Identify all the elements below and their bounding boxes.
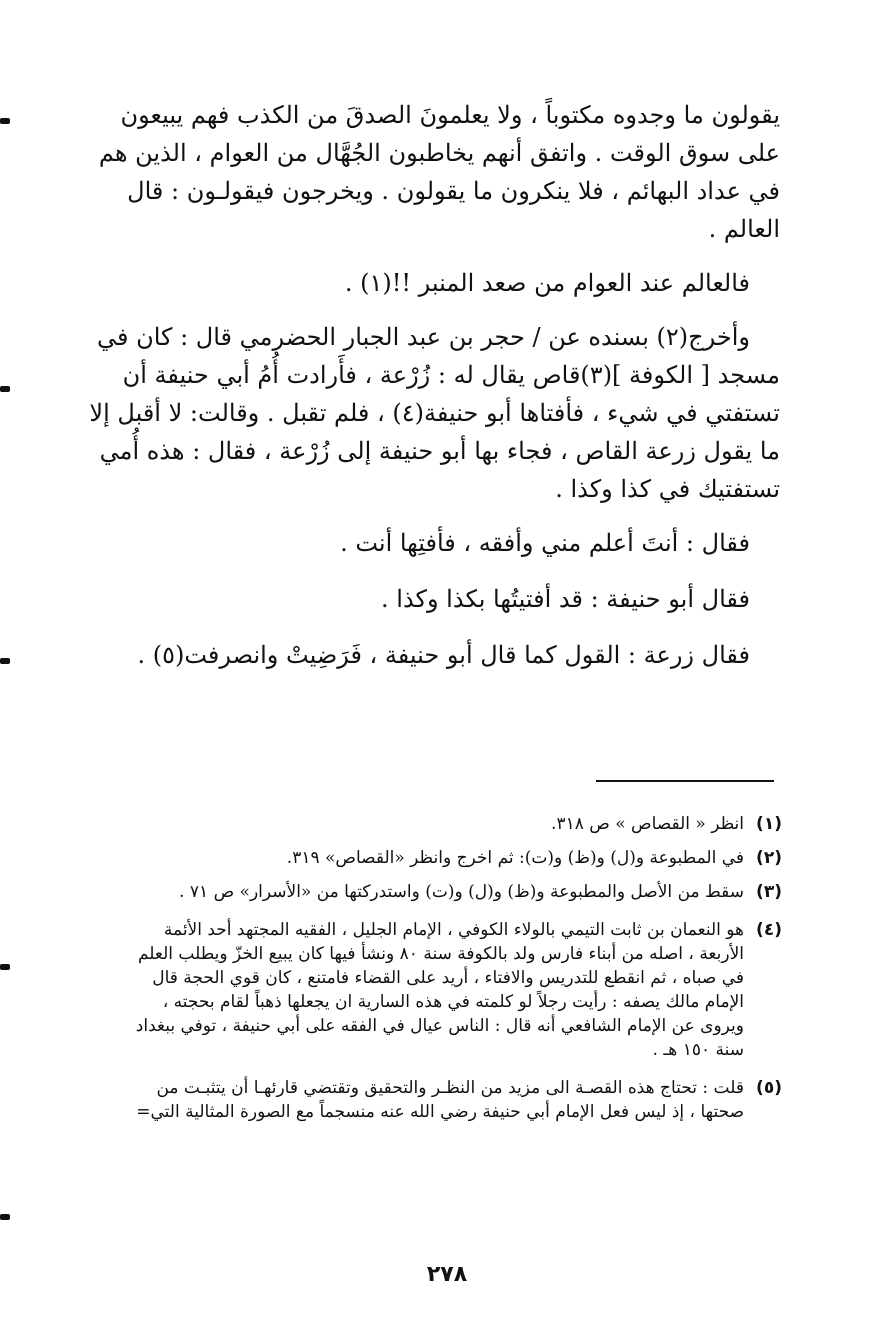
paragraph-2: فالعالم عند العوام من صعد المنبر !!(١) .	[344, 269, 750, 297]
footnote-number: (٢)	[756, 848, 782, 868]
margin-mark	[0, 964, 10, 970]
footnote-number: (١)	[756, 814, 782, 834]
footnote-text: في صباه ، ثم انقطع للتدريس والافتاء ، أريد على القضاء فامتنع ، كان قوي الحجة قال	[152, 968, 744, 988]
margin-mark	[0, 386, 10, 392]
footnote-separator	[596, 780, 774, 782]
footnote-text: صحتها ، إذ ليس فعل الإمام أبي حنيفة رضي الله عنه منسجماً مع الصورة المثالية التي=	[136, 1102, 744, 1122]
paragraph-3	[74, 318, 780, 508]
text-line: ما يقول زرعة القاص ، فجاء بها أبو حنيفة إلى زُرْعة ، فقال : هذه أُمي	[99, 437, 780, 465]
footnote-number: (٤)	[756, 920, 782, 940]
footnote-text: سنة ١٥٠ هـ .	[652, 1040, 744, 1060]
footnote-number: (٣)	[756, 882, 782, 902]
text-line: مسجد [ الكوفة ](٣)قاص يقال له : زُرْعة ، فأَرادت أُمُ أبي حنيفة أن	[122, 361, 780, 389]
margin-mark	[0, 1214, 10, 1220]
text-line: وأخرج(٢) بسنده عن / حجر بن عبد الجبار الحضرمي قال : كان في	[96, 323, 750, 351]
text-line: العالم .	[708, 215, 780, 243]
footnotes	[72, 812, 782, 1134]
text-line: في عداد البهائم ، فلا ينكرون ما يقولون . ويخرجون فيقولـون : قال	[127, 177, 780, 205]
footnote-number: (٥)	[756, 1078, 782, 1098]
footnote-2	[72, 846, 782, 870]
paragraph-6: فقال زرعة : القول كما قال أبو حنيفة ، فَرَضِيتْ وانصرفت(٥) .	[137, 641, 750, 669]
footnote-text: هو النعمان بن ثابت التيمي بالولاء الكوفي ، الإمام الجليل ، الفقيه المجتهد أحد الأئمة	[163, 920, 744, 940]
text-line: تستفتيك في كذا وكذا .	[555, 475, 780, 503]
footnote-1	[72, 812, 782, 836]
paragraph-5: فقال أبو حنيفة : قد أفتيتُها بكذا وكذا .	[381, 585, 750, 613]
text-line: على سوق الوقت . واتفق أنهم يخاطبون الجُهَّال من العوام ، الذين هم	[98, 139, 780, 167]
margin-mark	[0, 118, 10, 124]
main-text	[74, 96, 780, 674]
footnote-text: ويروى عن الإمام الشافعي أنه قال : الناس عيال في الفقه على أبي حنيفة ، توفي ببغداد	[135, 1016, 744, 1036]
footnote-text: الإمام مالك يصفه : رأيت رجلاً لو كلمته في هذه السارية ان يجعلها ذهباً لقام بحجته ،	[162, 992, 744, 1012]
footnote-text: الأربعة ، اصله من أبناء فارس ولد بالكوفة سنة ٨٠ ونشأ فيها كان يبيع الخزّ ويطلب العلم	[137, 944, 744, 964]
text-line: يقولون ما وجدوه مكتوباً ، ولا يعلمونَ الصدقَ من الكذب فهم يبيعون	[120, 101, 780, 129]
footnote-text: سقط من الأصل والمطبوعة و(ظ) و(ل) و(ت) واستدركتها من «الأسرار» ص ٧١ .	[179, 882, 744, 902]
footnote-5	[72, 1076, 782, 1124]
footnote-text: في المطبوعة و(ل) و(ظ) و(ت): ثم اخرج وانظر «القصاص» ٣١٩.	[286, 848, 744, 868]
footnote-text: انظر « القصاص » ص ٣١٨.	[551, 814, 744, 834]
paragraph-4: فقال : أنتَ أعلم مني وأفقه ، فأفتِها أنت .	[340, 529, 750, 557]
text-line: تستفتي في شيء ، فأفتاها أبو حنيفة(٤) ، فلم تقبل . وقالت: لا أقبل إلا	[89, 399, 780, 427]
footnote-3	[72, 880, 782, 904]
page-number: ٢٧٨	[426, 1262, 468, 1287]
footnote-text: قلت : تحتاج هذه القصـة الى مزيد من النظـر والتحقيق وتقتضي قارئهـا أن يتثبـت من	[156, 1078, 744, 1098]
margin-mark	[0, 658, 10, 664]
footnote-4	[72, 918, 782, 1062]
paragraph-1	[74, 96, 780, 248]
